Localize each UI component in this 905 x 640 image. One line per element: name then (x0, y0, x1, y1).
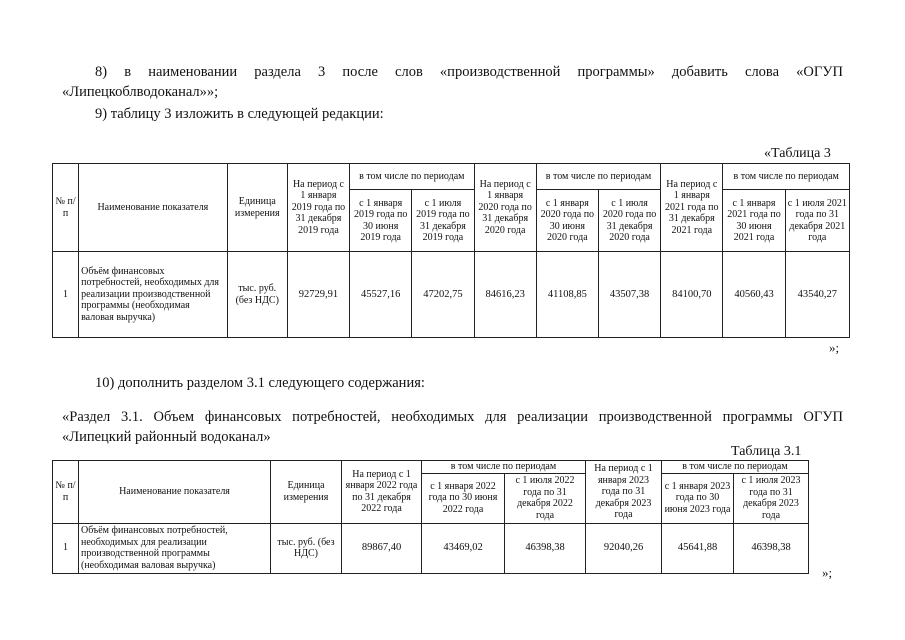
table-3-1 (52, 460, 809, 574)
table3-header-incl-2021: в том числе по периодам (723, 164, 850, 190)
table31-value: 46398,38 (734, 523, 809, 573)
table3-header-num: № п/п (53, 164, 79, 252)
table3-header-period-2021: На период с 1 января 2021 года по 31 декабря 2021 года (661, 164, 723, 252)
table3-header-period-2019: На период с 1 января 2019 года по 31 декабря 2019 года (287, 164, 349, 252)
table31-header-incl-2023: в том числе по периодам (662, 461, 809, 474)
table31-header-2023-h2: с 1 июля 2023 года по 31 декабря 2023 года (734, 473, 809, 523)
table3-header-unit: Единица измерения (227, 164, 287, 252)
table3-caption: «Таблица 3 (764, 146, 831, 161)
para-8-line2: «Липецкоблводоканал»»; (62, 84, 219, 100)
section-3-1-title-line1: «Раздел 3.1. Объем финансовых потребностей, необходимых для реализации производственной программы ОГУП (62, 409, 843, 425)
table31-header-period-2023: На период с 1 января 2023 года по 31 декабря 2023 года (586, 461, 662, 524)
para-8-line1: 8) в наименовании раздела 3 после слов «производственной программы» добавить слова «ОГУП (95, 64, 843, 80)
table31-value: 46398,38 (505, 523, 586, 573)
table3-row-num: 1 (53, 252, 79, 338)
table31-header-period-2022: На период с 1 января 2022 года по 31 декабря 2022 года (342, 461, 422, 524)
table31-header-2023-h1: с 1 января 2023 года по 30 июня 2023 года (662, 473, 734, 523)
table3-value: 43540,27 (785, 252, 849, 338)
table3-header-incl-2019: в том числе по периодам (350, 164, 474, 190)
table3-header-incl-2020: в том числе по периодам (536, 164, 660, 190)
table3-row-name: Объём финансовых потребностей, необходимых для реализации производственной программы (необходимая валовая выручка) (79, 252, 228, 338)
table3-header-2021-h1: с 1 января 2021 года по 30 июня 2021 года (723, 190, 785, 252)
table31-row-name: Объём финансовых потребностей, необходимых для реализации производственной программы (необходимая валовая выручка) (79, 523, 271, 573)
table3-closing-quote: »; (829, 340, 840, 355)
table31-closing-quote: »; (822, 565, 833, 580)
table31-row-unit: тыс. руб. (без НДС) (271, 523, 342, 573)
table-row (53, 252, 850, 338)
table31-caption: Таблица 3.1 (731, 444, 802, 459)
table3-header-2020-h1: с 1 января 2020 года по 30 июня 2020 года (536, 190, 598, 252)
table3-value: 84616,23 (474, 252, 536, 338)
para-10: 10) дополнить разделом 3.1 следующего содержания: (95, 375, 425, 391)
table31-header-2022-h1: с 1 января 2022 года по 30 июня 2022 года (422, 473, 505, 523)
table31-header-unit: Единица измерения (271, 461, 342, 524)
table3-header-period-2020: На период с 1 января 2020 года по 31 декабря 2020 года (474, 164, 536, 252)
table31-value: 45641,88 (662, 523, 734, 573)
table31-value: 92040,26 (586, 523, 662, 573)
table3-header-2019-h1: с 1 января 2019 года по 30 июня 2019 года (350, 190, 412, 252)
table31-header-incl-2022: в том числе по периодам (422, 461, 586, 474)
section-3-1-title-line2: «Липецкий районный водоканал» (62, 429, 271, 445)
table3-header-2021-h2: с 1 июля 2021 года по 31 декабря 2021 года (785, 190, 849, 252)
table3-header-2020-h2: с 1 июля 2020 года по 31 декабря 2020 года (598, 190, 660, 252)
table3-value: 41108,85 (536, 252, 598, 338)
para-9: 9) таблицу 3 изложить в следующей редакции: (95, 106, 384, 122)
table-row (53, 523, 809, 573)
table3-row-unit: тыс. руб. (без НДС) (227, 252, 287, 338)
table3-value: 47202,75 (412, 252, 474, 338)
table3-value: 92729,91 (287, 252, 349, 338)
table3-value: 84100,70 (661, 252, 723, 338)
table31-header-num: № п/п (53, 461, 79, 524)
table-3 (52, 163, 850, 338)
table31-header-name: Наименование показателя (79, 461, 271, 524)
table31-header-2022-h2: с 1 июля 2022 года по 31 декабря 2022 года (505, 473, 586, 523)
table31-value: 43469,02 (422, 523, 505, 573)
table3-header-name: Наименование показателя (79, 164, 228, 252)
table31-value: 89867,40 (342, 523, 422, 573)
table31-row-num: 1 (53, 523, 79, 573)
table3-value: 40560,43 (723, 252, 785, 338)
table3-value: 45527,16 (350, 252, 412, 338)
table3-value: 43507,38 (598, 252, 660, 338)
table3-header-2019-h2: с 1 июля 2019 года по 31 декабря 2019 года (412, 190, 474, 252)
